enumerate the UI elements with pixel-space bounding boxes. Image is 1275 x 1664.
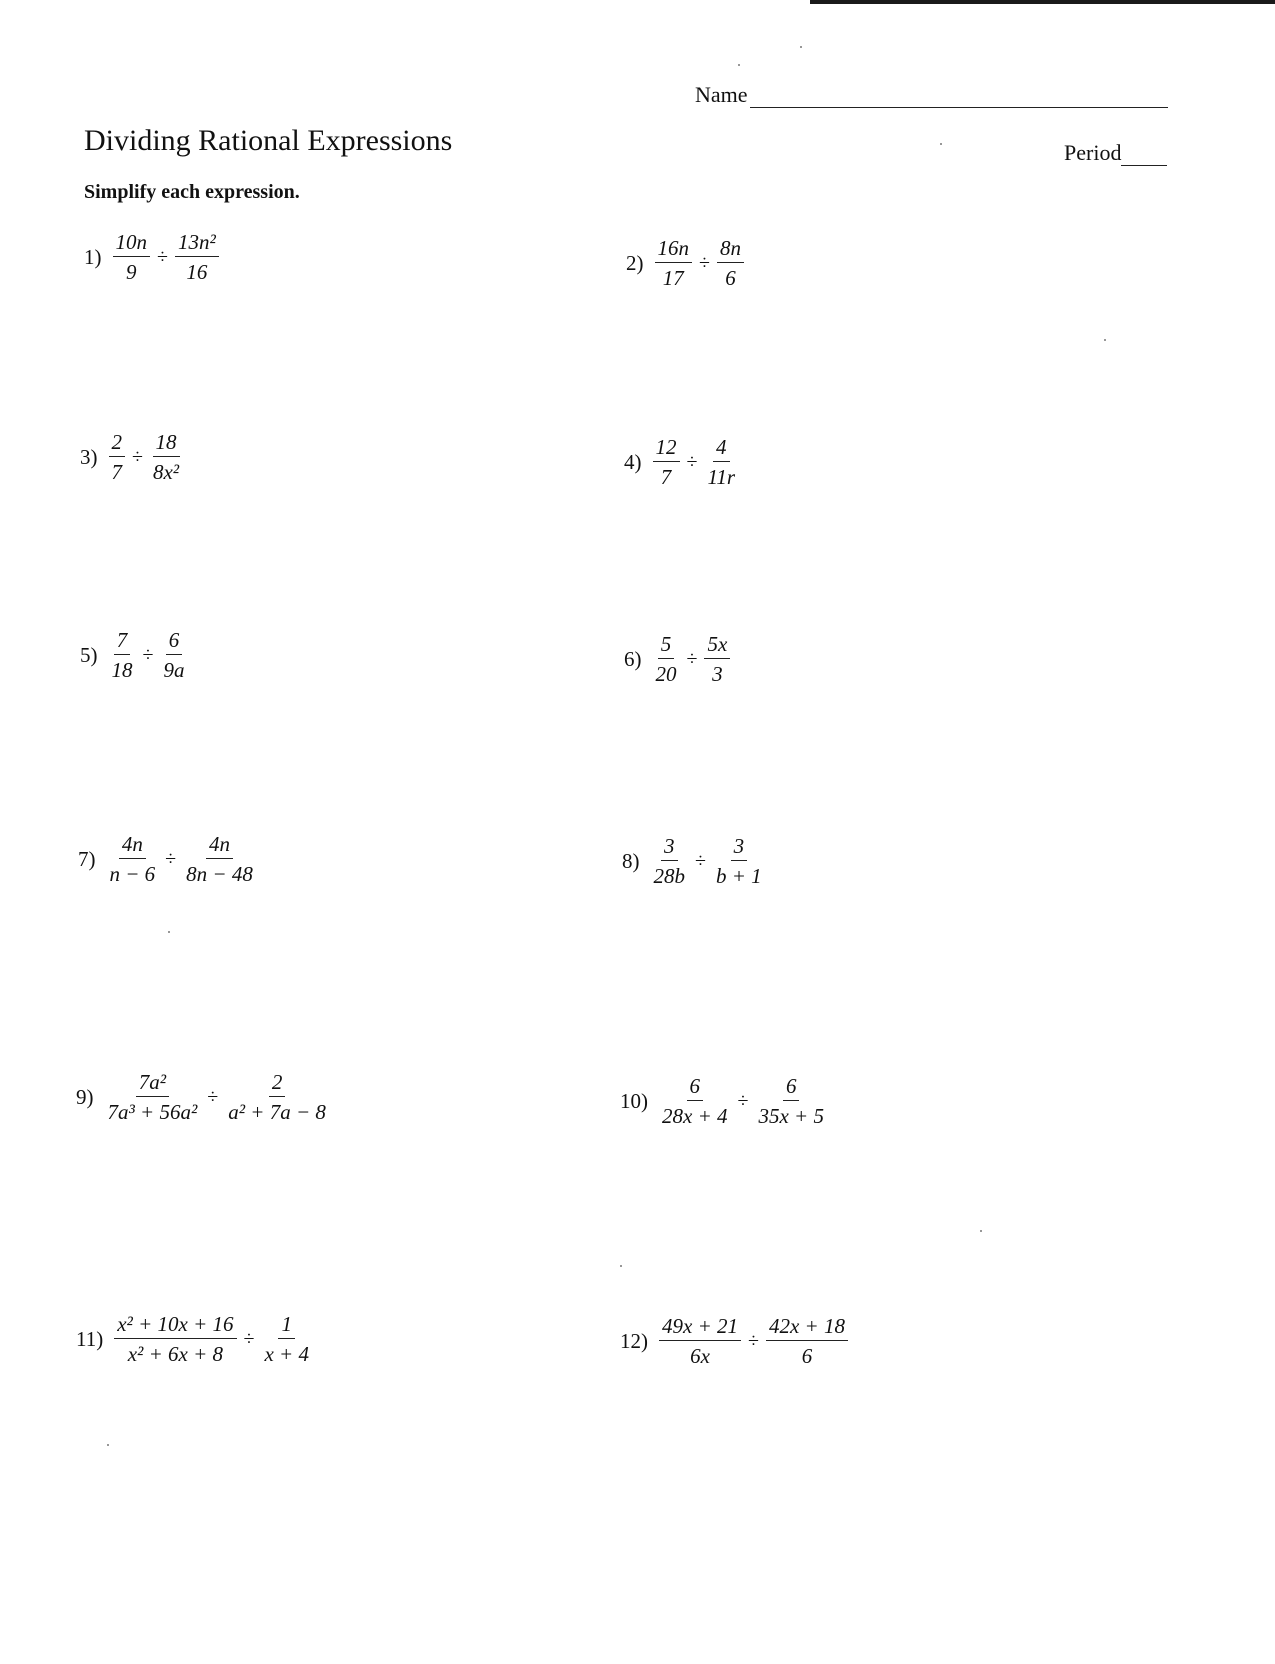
fraction bbox=[701, 632, 733, 686]
numerator: 4 bbox=[713, 435, 730, 462]
numerator: 2 bbox=[269, 1070, 286, 1097]
fraction bbox=[656, 1314, 744, 1368]
scan-speck bbox=[620, 1265, 622, 1267]
fraction bbox=[147, 430, 185, 484]
fraction bbox=[106, 430, 129, 484]
denominator: 8x² bbox=[152, 460, 180, 485]
numerator: 2 bbox=[109, 430, 126, 457]
numerator: x² + 10x + 16 bbox=[114, 1312, 236, 1339]
problem-number: 9) bbox=[76, 1084, 94, 1109]
fraction bbox=[648, 834, 692, 888]
numerator: 6 bbox=[783, 1074, 800, 1101]
denominator: 35x + 5 bbox=[758, 1104, 824, 1129]
problem-number: 2) bbox=[626, 250, 644, 275]
problem-4 bbox=[624, 435, 741, 489]
scan-speck bbox=[1104, 339, 1106, 341]
problem-number: 11) bbox=[76, 1326, 104, 1351]
problem-2 bbox=[626, 236, 747, 290]
problem-number: 6) bbox=[624, 646, 642, 671]
fraction bbox=[710, 834, 768, 888]
scan-speck bbox=[800, 46, 802, 48]
fraction bbox=[650, 632, 683, 686]
numerator: 5 bbox=[658, 632, 675, 659]
numerator: 49x + 21 bbox=[659, 1314, 741, 1341]
divide-sign: ÷ bbox=[132, 445, 143, 468]
denominator: 6 bbox=[725, 266, 736, 291]
name-line[interactable] bbox=[750, 83, 1168, 108]
denominator: 7 bbox=[111, 460, 122, 485]
scan-edge bbox=[810, 0, 1275, 4]
fraction bbox=[258, 1312, 315, 1366]
denominator: 7a³ + 56a² bbox=[107, 1100, 198, 1125]
problem-7 bbox=[78, 832, 259, 886]
fraction bbox=[111, 1312, 239, 1366]
name-label: Name bbox=[695, 82, 748, 107]
numerator: 1 bbox=[278, 1312, 295, 1339]
denominator: x + 4 bbox=[264, 1342, 309, 1367]
denominator: 7 bbox=[660, 465, 672, 490]
fraction bbox=[172, 230, 222, 284]
problem-3 bbox=[80, 430, 185, 484]
divide-sign: ÷ bbox=[686, 647, 698, 670]
numerator: 6 bbox=[166, 628, 183, 655]
name-field[interactable] bbox=[695, 82, 1168, 108]
fraction bbox=[102, 1070, 204, 1124]
fraction bbox=[157, 628, 190, 682]
fraction bbox=[104, 832, 162, 886]
divide-sign: ÷ bbox=[737, 1089, 749, 1112]
denominator: 9 bbox=[126, 260, 137, 285]
problem-number: 12) bbox=[620, 1328, 648, 1353]
fraction bbox=[714, 236, 747, 290]
numerator: 6 bbox=[687, 1074, 704, 1101]
problem-number: 3) bbox=[80, 444, 98, 469]
denominator: 11r bbox=[707, 465, 736, 490]
denominator: 6 bbox=[801, 1344, 813, 1369]
denominator: 17 bbox=[662, 266, 684, 291]
scan-speck bbox=[980, 1230, 982, 1232]
denominator: b + 1 bbox=[715, 864, 762, 889]
numerator: 10n bbox=[113, 230, 151, 257]
problem-1 bbox=[84, 230, 222, 284]
denominator: 9a bbox=[163, 658, 185, 683]
scan-speck bbox=[940, 143, 942, 145]
numerator: 7 bbox=[114, 628, 131, 655]
instructions: Simplify each expression. bbox=[84, 181, 300, 203]
numerator: 5x bbox=[704, 632, 730, 659]
problem-11 bbox=[76, 1312, 315, 1366]
numerator: 3 bbox=[731, 834, 748, 861]
fraction bbox=[650, 435, 683, 489]
problem-9 bbox=[76, 1070, 332, 1124]
problem-number: 8) bbox=[622, 848, 640, 873]
denominator: a² + 7a − 8 bbox=[228, 1100, 326, 1125]
divide-sign: ÷ bbox=[243, 1327, 255, 1350]
divide-sign: ÷ bbox=[748, 1329, 759, 1352]
denominator: 3 bbox=[712, 662, 723, 687]
problem-number: 4) bbox=[624, 449, 642, 474]
worksheet-title: Dividing Rational Expressions bbox=[84, 124, 453, 157]
denominator: 18 bbox=[111, 658, 133, 683]
fraction bbox=[701, 435, 741, 489]
divide-sign: ÷ bbox=[142, 643, 154, 666]
problem-number: 1) bbox=[84, 244, 102, 269]
denominator: 16 bbox=[186, 260, 208, 285]
fraction bbox=[656, 1074, 734, 1128]
problem-number: 10) bbox=[620, 1088, 648, 1113]
denominator: n − 6 bbox=[109, 862, 156, 887]
divide-sign: ÷ bbox=[165, 847, 177, 870]
problem-6 bbox=[624, 632, 733, 686]
fraction bbox=[110, 230, 154, 284]
numerator: 16n bbox=[655, 236, 693, 263]
numerator: 4n bbox=[206, 832, 233, 859]
problem-number: 5) bbox=[80, 642, 98, 667]
divide-sign: ÷ bbox=[695, 849, 706, 872]
denominator: x² + 6x + 8 bbox=[127, 1342, 223, 1367]
problem-10 bbox=[620, 1074, 830, 1128]
denominator: 6x bbox=[690, 1344, 710, 1369]
fraction bbox=[652, 236, 696, 290]
problem-number: 7) bbox=[78, 846, 96, 871]
scan-speck bbox=[168, 931, 170, 933]
denominator: 28b bbox=[653, 864, 685, 889]
period-line[interactable] bbox=[1121, 141, 1167, 166]
period-field[interactable] bbox=[1064, 140, 1167, 166]
numerator: 18 bbox=[153, 430, 180, 457]
divide-sign: ÷ bbox=[157, 245, 168, 268]
denominator: 8n − 48 bbox=[186, 862, 253, 887]
numerator: 8n bbox=[717, 236, 744, 263]
fraction bbox=[180, 832, 259, 886]
problem-12 bbox=[620, 1314, 851, 1368]
denominator: 20 bbox=[655, 662, 677, 687]
fraction bbox=[752, 1074, 830, 1128]
divide-sign: ÷ bbox=[686, 450, 698, 473]
fraction bbox=[106, 628, 139, 682]
divide-sign: ÷ bbox=[207, 1085, 219, 1108]
problem-5 bbox=[80, 628, 190, 682]
scan-speck bbox=[107, 1444, 109, 1446]
numerator: 4n bbox=[119, 832, 146, 859]
fraction bbox=[222, 1070, 332, 1124]
numerator: 12 bbox=[653, 435, 680, 462]
numerator: 42x + 18 bbox=[766, 1314, 848, 1341]
numerator: 3 bbox=[661, 834, 678, 861]
period-label: Period bbox=[1064, 140, 1122, 165]
numerator: 13n² bbox=[175, 230, 219, 257]
numerator: 7a² bbox=[136, 1070, 169, 1097]
scan-speck bbox=[738, 64, 740, 66]
divide-sign: ÷ bbox=[699, 251, 710, 274]
problem-8 bbox=[622, 834, 768, 888]
denominator: 28x + 4 bbox=[662, 1104, 728, 1129]
fraction bbox=[763, 1314, 851, 1368]
